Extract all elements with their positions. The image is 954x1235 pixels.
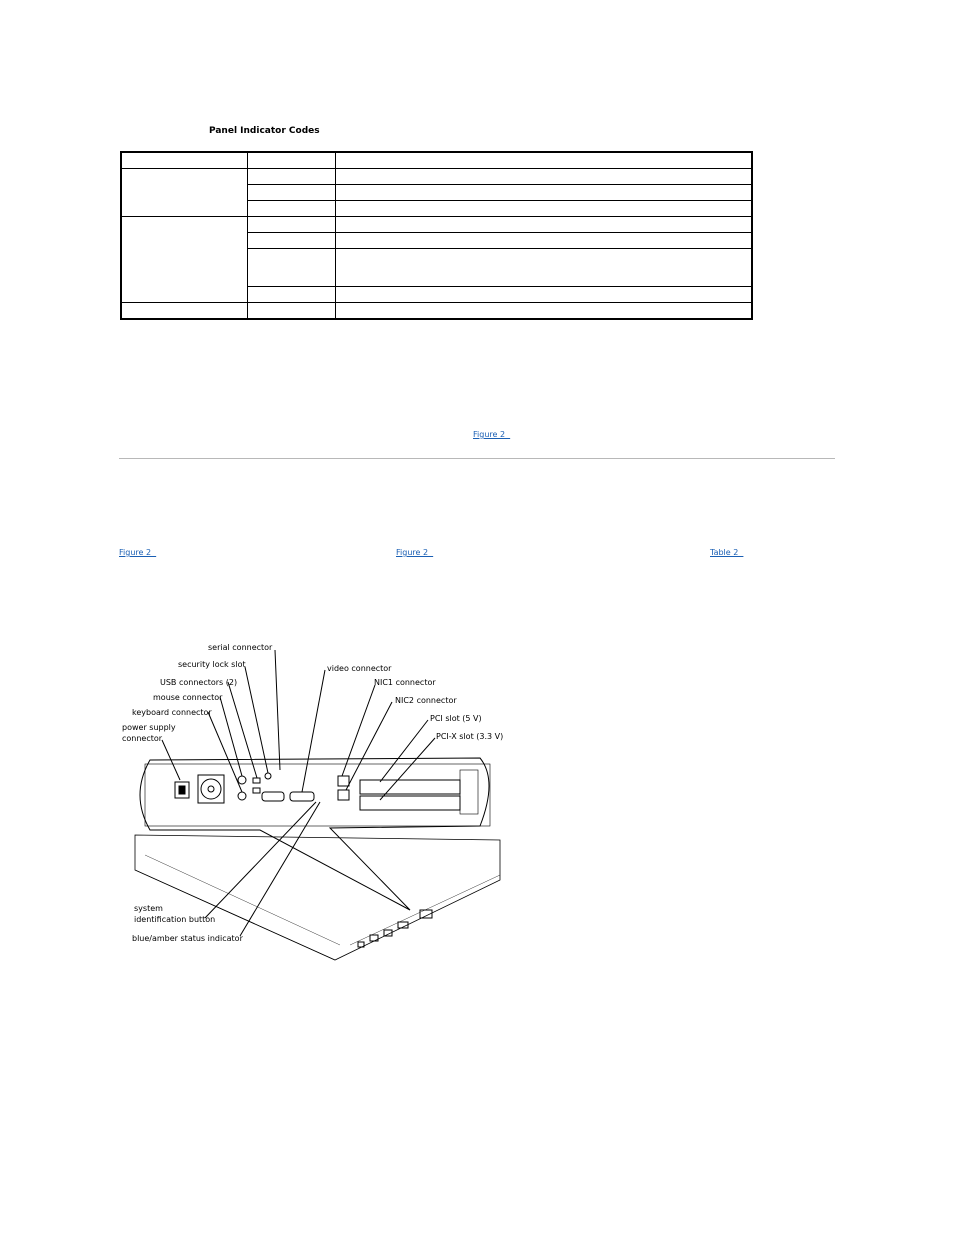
table-cell [335, 233, 752, 249]
table-cell [247, 185, 335, 201]
table-cell [335, 201, 752, 217]
table-cell [247, 249, 335, 287]
table-cell [121, 152, 247, 169]
figure-2-link[interactable]: Figure 2 [396, 548, 434, 557]
table-cell [335, 249, 752, 287]
table-caption: Panel Indicator Codes [209, 126, 320, 136]
nic2-connector-label: NIC2 connector [395, 696, 457, 705]
back-panel-outline [145, 764, 490, 826]
nic1-connector-shape [338, 776, 349, 786]
panel-indicator-codes-table [120, 151, 753, 320]
system-identification-button-label: identification button [134, 915, 216, 924]
keyboard-connector-label: keyboard connector [132, 708, 212, 717]
table-cell [335, 169, 752, 185]
table-cell [247, 287, 335, 303]
figure-2-link[interactable]: Figure 2 [473, 430, 511, 439]
mouse-connector-shape [238, 776, 246, 784]
serial-connector-label: serial connector [208, 643, 273, 652]
table-cell [247, 217, 335, 233]
table-cell [121, 217, 247, 303]
security-lock-slot-label: security lock slot [178, 660, 246, 669]
section-divider [119, 458, 835, 459]
nic2-connector-shape [338, 790, 349, 800]
table-cell [247, 233, 335, 249]
table-row [121, 217, 752, 233]
video-connector-label: video connector [327, 664, 392, 673]
pcix-slot-label: PCI-X slot (3.3 V) [436, 732, 504, 741]
table-cell [247, 169, 335, 185]
serial-connector-shape [262, 792, 284, 801]
table-cell [121, 169, 247, 217]
usb-connectors-label: USB connectors (2) [160, 678, 238, 687]
table-cell [247, 303, 335, 320]
table-cell [121, 303, 247, 320]
table-cell [335, 287, 752, 303]
keyboard-connector-shape [238, 792, 246, 800]
pci-slot-shape [360, 780, 460, 794]
table-2-link[interactable]: Table 2 [710, 548, 744, 557]
nic1-connector-label: NIC1 connector [374, 678, 436, 687]
table-cell [335, 152, 752, 169]
usb-connector-shape [253, 778, 260, 783]
status-indicator-label: blue/amber status indicator [132, 934, 243, 943]
power-supply-label: power supply [122, 723, 176, 732]
table-cell [335, 303, 752, 320]
pci-slot-label: PCI slot (5 V) [430, 714, 482, 723]
video-connector-shape [290, 792, 314, 801]
figure-2-link[interactable]: Figure 2 [119, 548, 157, 557]
mouse-connector-label: mouse connector [153, 693, 223, 702]
security-lock-slot-shape [265, 773, 271, 779]
table-cell [247, 152, 335, 169]
back-panel-figure [120, 630, 510, 980]
table-cell [335, 185, 752, 201]
table-row [121, 152, 752, 169]
table-cell [247, 201, 335, 217]
table-row [121, 303, 752, 320]
pcix-slot-shape [360, 796, 460, 810]
power-supply-label: connector [122, 734, 163, 743]
callout-bubble [140, 758, 489, 910]
system-identification-button-label: system [134, 904, 163, 913]
table-cell [335, 217, 752, 233]
table-row [121, 169, 752, 185]
